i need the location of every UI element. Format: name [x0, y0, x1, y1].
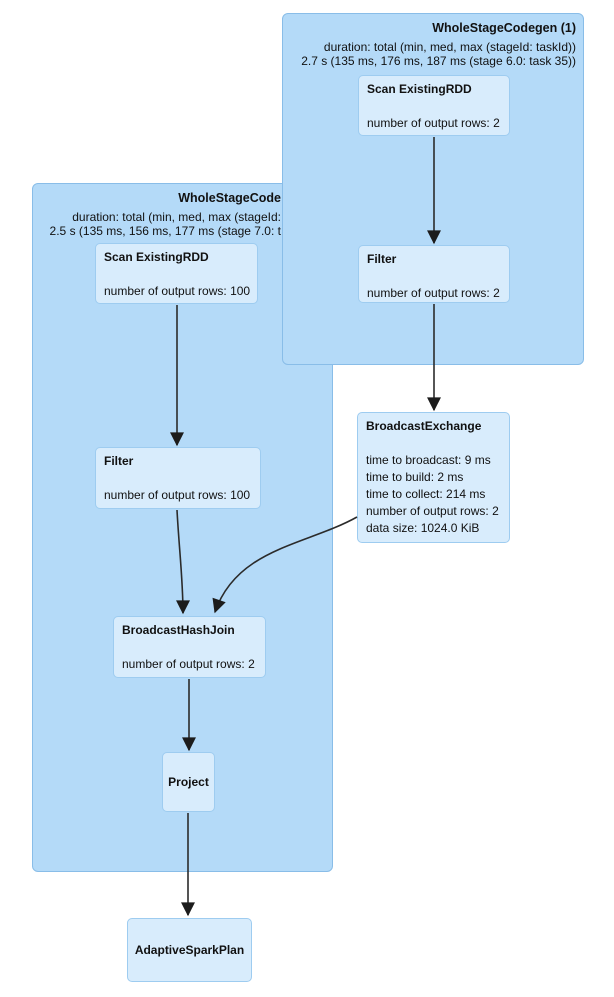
- node-title: AdaptiveSparkPlan: [134, 942, 245, 957]
- node-broadcastexchange: [357, 412, 510, 543]
- cluster-wholestagecodegen-1: [282, 13, 584, 365]
- node-title: Filter: [367, 252, 397, 266]
- node-title: BroadcastExchange: [366, 419, 482, 433]
- node-broadcasthashjoin: [113, 616, 266, 678]
- node-gap: [104, 470, 255, 487]
- node-gap: [366, 435, 504, 452]
- node-metric: time to broadcast: 9 ms: [366, 453, 491, 467]
- duration-line-1: duration: total (min, med, max (stageId:: [72, 210, 281, 224]
- node-filter-2: [95, 447, 261, 509]
- node-title: Scan ExistingRDD: [367, 82, 472, 96]
- node-filter-1: [358, 245, 510, 303]
- node-title: Filter: [104, 454, 134, 468]
- node-metric: number of output rows: 100: [104, 488, 251, 502]
- node-gap: [367, 98, 504, 115]
- cluster-duration: [301, 41, 576, 68]
- duration-line-1: duration: total (min, med, max (stageId: taskId)): [323, 40, 576, 54]
- node-metric: number of output rows: 2: [367, 286, 500, 300]
- node-metric: number of output rows: 2: [122, 657, 255, 671]
- node-gap: [367, 268, 504, 285]
- node-project: [162, 752, 215, 812]
- node-metric: time to collect: 214 ms: [366, 487, 486, 501]
- cluster-title: WholeStageCodegen (1): [432, 21, 576, 35]
- node-metric: number of output rows: 2: [366, 504, 499, 518]
- cluster-title: WholeStageCode: [178, 191, 281, 205]
- node-title: Scan ExistingRDD: [104, 250, 209, 264]
- node-metric: data size: 1024.0 KiB: [366, 521, 480, 535]
- node-gap: [104, 266, 252, 283]
- node-metric: number of output rows: 2: [367, 116, 500, 130]
- node-title: BroadcastHashJoin: [122, 623, 235, 637]
- node-scan-existingrdd-2: [95, 243, 258, 304]
- duration-line-2: 2.5 s (135 ms, 156 ms, 177 ms (stage 7.0: t: [49, 223, 281, 238]
- node-scan-existingrdd-1: [358, 75, 510, 136]
- node-gap: [122, 639, 260, 656]
- node-metric: time to build: 2 ms: [366, 470, 464, 484]
- node-title: Project: [168, 774, 209, 789]
- duration-line-2: 2.7 s (135 ms, 176 ms, 187 ms (stage 6.0: task 35)): [301, 53, 576, 68]
- node-metric: number of output rows: 100: [104, 284, 251, 298]
- cluster-duration: [50, 211, 281, 238]
- node-adaptivesparkplan: [127, 918, 252, 982]
